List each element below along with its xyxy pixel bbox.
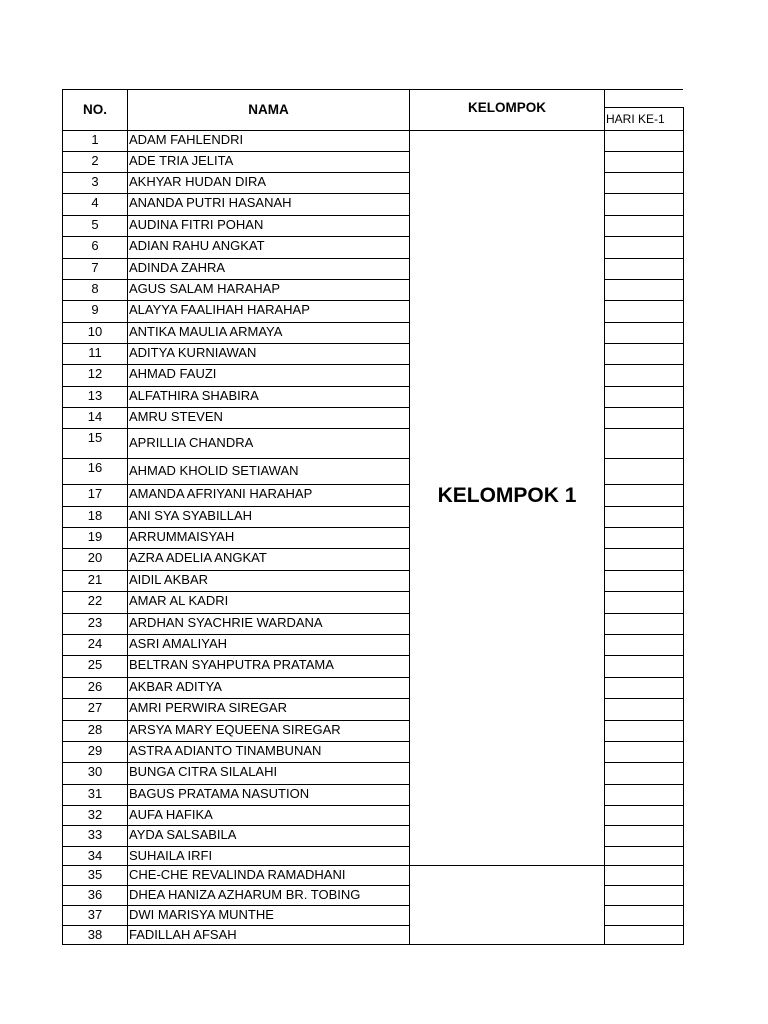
row-border-hari [604, 386, 683, 387]
row-number: 5 [91, 217, 99, 232]
row-number: 4 [91, 195, 99, 210]
row-border-hari [604, 322, 683, 323]
row-number: 30 [87, 764, 103, 779]
row-border-hari [604, 885, 683, 886]
row-number: 16 [87, 460, 103, 475]
row-border-hari [604, 215, 683, 216]
group-border [409, 865, 604, 866]
col-border-right [683, 107, 684, 945]
row-border-hari [604, 698, 683, 699]
row-name: AMAR AL KADRI [129, 593, 229, 608]
col-border-kelompok [604, 89, 605, 945]
row-border-hari [604, 458, 683, 459]
header-nama: NAMA [248, 102, 289, 117]
row-border-hari [604, 527, 683, 528]
row-number: 25 [87, 657, 103, 672]
row-number: 34 [87, 848, 103, 863]
row-number: 20 [87, 550, 103, 565]
row-border-hari [604, 865, 683, 866]
header-hari: HARI KE-1 [606, 112, 665, 126]
row-name: ANANDA PUTRI HASANAH [129, 195, 292, 210]
row-name: BELTRAN SYAHPUTRA PRATAMA [129, 657, 334, 672]
row-border-hari [604, 172, 683, 173]
row-name: APRILLIA CHANDRA [129, 435, 254, 450]
row-border-hari [604, 634, 683, 635]
row-name: AMRU STEVEN [129, 409, 223, 424]
row-border-hari [604, 300, 683, 301]
row-name: AKHYAR HUDAN DIRA [129, 174, 267, 189]
row-number: 31 [87, 786, 103, 801]
row-border-hari [604, 784, 683, 785]
row-name: AUDINA FITRI POHAN [129, 217, 264, 232]
row-number: 38 [87, 927, 103, 942]
row-number: 37 [87, 907, 103, 922]
row-number: 10 [87, 324, 103, 339]
row-name: AYDA SALSABILA [129, 827, 237, 842]
row-number: 27 [87, 700, 103, 715]
row-number: 6 [91, 238, 99, 253]
row-number: 14 [87, 409, 103, 424]
row-border-hari [604, 677, 683, 678]
row-number: 22 [87, 593, 103, 608]
row-number: 29 [87, 743, 103, 758]
header-kelompok: KELOMPOK [467, 100, 546, 115]
row-border-hari [604, 944, 683, 945]
row-border-hari [604, 613, 683, 614]
row-border-hari [604, 720, 683, 721]
row-border-hari [604, 428, 683, 429]
row-border-hari [604, 506, 683, 507]
row-number: 3 [91, 174, 99, 189]
row-name: AZRA ADELIA ANGKAT [129, 550, 267, 565]
row-number: 2 [91, 153, 99, 168]
row-name: AMRI PERWIRA SIREGAR [129, 700, 287, 715]
row-border-hari [604, 570, 683, 571]
row-name: ARRUMMAISYAH [129, 529, 235, 544]
row-number: 32 [87, 807, 103, 822]
row-number: 8 [91, 281, 99, 296]
row-number: 35 [87, 867, 103, 882]
row-name: ADAM FAHLENDRI [129, 132, 244, 147]
row-name: AHMAD FAUZI [129, 366, 217, 381]
group-label: KELOMPOK 1 [437, 484, 577, 507]
row-name: ANTIKA MAULIA ARMAYA [129, 324, 283, 339]
row-number: 23 [87, 615, 103, 630]
row-name: AGUS SALAM HARAHAP [129, 281, 280, 296]
row-border-hari [604, 364, 683, 365]
row-number: 9 [91, 302, 99, 317]
row-border-hari [604, 151, 683, 152]
row-border-hari [604, 655, 683, 656]
row-name: AMANDA AFRIYANI HARAHAP [129, 486, 313, 501]
row-name: FADILLAH AFSAH [129, 927, 237, 942]
row-name: AIDIL AKBAR [129, 572, 208, 587]
row-border-hari [604, 484, 683, 485]
row-border-hari [604, 741, 683, 742]
row-border-hari [604, 343, 683, 344]
row-name: ALFATHIRA SHABIRA [129, 388, 259, 403]
row-border-hari [604, 548, 683, 549]
row-border-hari [604, 591, 683, 592]
row-number: 1 [91, 132, 99, 147]
row-number: 15 [87, 430, 103, 445]
row-name: BUNGA CITRA SILALAHI [129, 764, 278, 779]
row-border-hari [604, 193, 683, 194]
row-border-hari [604, 279, 683, 280]
row-number: 33 [87, 827, 103, 842]
row-name: ARSYA MARY EQUEENA SIREGAR [129, 722, 341, 737]
row-name: AKBAR ADITYA [129, 679, 222, 694]
row-number: 24 [87, 636, 103, 651]
row-name: ADINDA ZAHRA [129, 260, 226, 275]
row-number: 12 [87, 366, 103, 381]
row-name: DWI MARISYA MUNTHE [129, 907, 274, 922]
row-number: 7 [91, 260, 99, 275]
row-name: BAGUS PRATAMA NASUTION [129, 786, 310, 801]
row-name: ADITYA KURNIAWAN [129, 345, 257, 360]
row-border-hari [604, 805, 683, 806]
row-border-hari [604, 258, 683, 259]
row-number: 19 [87, 529, 103, 544]
row-number: 18 [87, 508, 103, 523]
row-name: ADIAN RAHU ANGKAT [129, 238, 265, 253]
row-border-hari [604, 825, 683, 826]
row-number: 36 [87, 887, 103, 902]
table-bottom-kelompok [409, 944, 604, 945]
row-name: ASRI AMALIYAH [129, 636, 228, 651]
row-border-hari [604, 905, 683, 906]
row-border-hari [604, 407, 683, 408]
header-no: NO. [82, 102, 107, 117]
row-name: ARDHAN SYACHRIE WARDANA [129, 615, 323, 630]
row-name: ADE TRIA JELITA [129, 153, 234, 168]
row-number: 13 [87, 388, 103, 403]
row-name: ALAYYA FAALIHAH HARAHAP [129, 302, 310, 317]
row-border-hari [604, 236, 683, 237]
row-name: DHEA HANIZA AZHARUM BR. TOBING [129, 887, 361, 902]
row-name: SUHAILA IRFI [129, 848, 213, 863]
row-border-hari [604, 762, 683, 763]
col-border-nama [409, 89, 410, 945]
row-number: 26 [87, 679, 103, 694]
row-name: AUFA HAFIKA [129, 807, 213, 822]
row-number: 17 [87, 486, 103, 501]
row-name: AHMAD KHOLID SETIAWAN [129, 463, 299, 478]
row-border-hari [604, 846, 683, 847]
row-number: 11 [88, 345, 102, 360]
row-name: ASTRA ADIANTO TINAMBUNAN [129, 743, 322, 758]
row-name: CHE-CHE REVALINDA RAMADHANI [129, 867, 346, 882]
row-number: 28 [87, 722, 103, 737]
row-name: ANI SYA SYABILLAH [129, 508, 253, 523]
row-number: 21 [87, 572, 103, 587]
row-border-hari [604, 925, 683, 926]
